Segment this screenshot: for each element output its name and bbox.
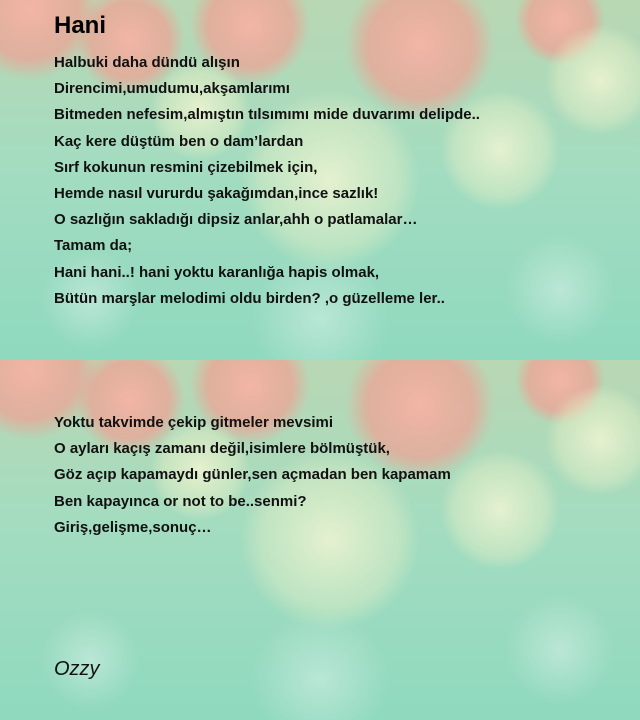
poem-line: Göz açıp kapamaydı günler,sen açmadan ben kapamam: [54, 466, 451, 484]
poem-line: Direncimi,umudumu,akşamlarımı: [54, 80, 290, 98]
stanza-1: [54, 50, 480, 312]
poem-line: Bütün marşlar melodimi oldu birden? ,o güzelleme ler..: [54, 289, 445, 307]
poem-line: Hemde nasıl vururdu şakağımdan,ince sazlık!: [54, 185, 379, 203]
poem-line: Tamam da;: [54, 237, 133, 255]
poem-title: Hani: [54, 12, 107, 39]
poem-line: Ben kapayınca or not to be..senmi?: [54, 492, 307, 510]
poem-line: Bitmeden nefesim,almıştın tılsımımı mide duvarımı delipde..: [54, 106, 480, 124]
poem-line: Kaç kere düştüm ben o dam’lardan: [54, 132, 304, 150]
poem-line: Yoktu takvimde çekip gitmeler mevsimi: [54, 414, 334, 431]
poem-line: Giriş,gelişme,sonuç…: [54, 518, 212, 536]
poem-panel-bottom: [0, 360, 640, 720]
poem-line: Halbuki daha dündü alışın: [54, 54, 240, 71]
poem-line: O sazlığın sakladığı dipsiz anlar,ahh o patlamalar…: [54, 211, 418, 229]
stanza-2: [54, 410, 451, 541]
poem-line: O ayları kaçış zamanı değil,isimlere bölmüştük,: [54, 440, 390, 458]
poem-line: Sırf kokunun resmini çizebilmek için,: [54, 158, 318, 176]
poem-author: Ozzy: [54, 658, 100, 680]
poem-line: Hani hani..! hani yoktu karanlığa hapis olmak,: [54, 263, 380, 281]
